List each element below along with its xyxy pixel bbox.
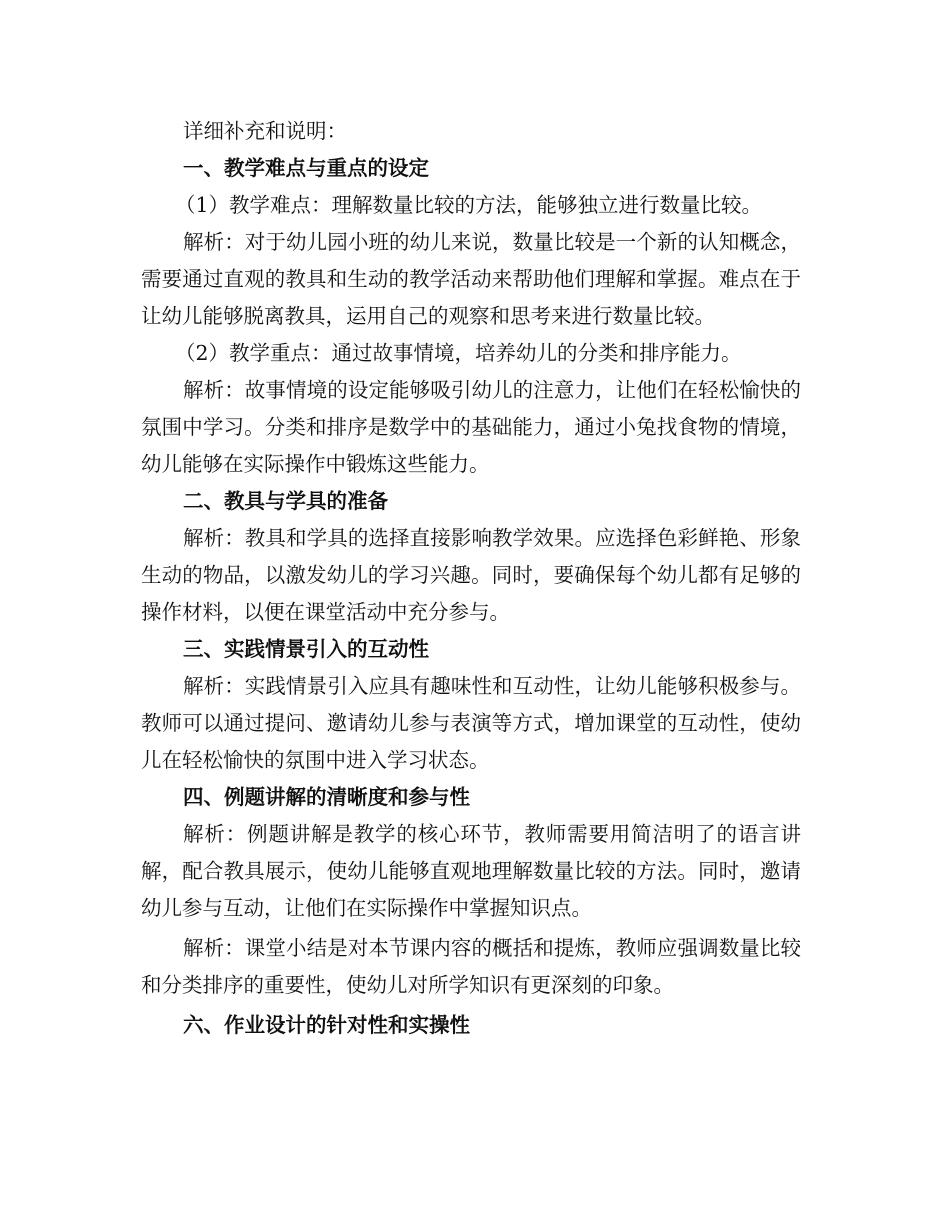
section-heading-4: 四、例题讲解的清晰度和参与性 xyxy=(183,785,470,809)
difficulty-point: （1）教学难点：理解数量比较的方法，能够独立进行数量比较。 xyxy=(175,193,763,217)
section-heading-6: 六、作业设计的针对性和实操性 xyxy=(183,1013,470,1037)
key-point: （2）教学重点：通过故事情境，培养幼儿的分类和排序能力。 xyxy=(175,341,742,365)
intro-line: 详细补充和说明： xyxy=(183,119,347,143)
analysis-paragraph: 解析：故事情境的设定能够吸引幼儿的注意力，让他们在轻松愉快的氛围中学习。分类和排序是数学中的基础能力，通过小兔找食物的情境，幼儿能够在实际操作中锻炼这些能力。 xyxy=(141,378,801,476)
analysis-paragraph: 解析：教具和学具的选择直接影响教学效果。应选择色彩鲜艳、形象生动的物品，以激发幼儿的学习兴趣。同时，要确保每个幼儿都有足够的操作材料，以便在课堂活动中充分参与。 xyxy=(141,526,801,624)
analysis-paragraph: 解析：课堂小结是对本节课内容的概括和提炼，教师应强调数量比较和分类排序的重要性，使幼儿对所学知识有更深刻的印象。 xyxy=(141,936,801,997)
analysis-paragraph: 解析：对于幼儿园小班的幼儿来说，数量比较是一个新的认知概念，需要通过直观的教具和生动的教学活动来帮助他们理解和掌握。难点在于让幼儿能够脱离教具，运用自己的观察和思考来进行数量比较。 xyxy=(141,230,801,328)
section-heading-1: 一、教学难点与重点的设定 xyxy=(183,156,429,180)
document-body xyxy=(141,113,801,1044)
analysis-paragraph: 解析：实践情景引入应具有趣味性和互动性，让幼儿能够积极参与。教师可以通过提问、邀请幼儿参与表演等方式，增加课堂的互动性，使幼儿在轻松愉快的氛围中进入学习状态。 xyxy=(141,674,801,772)
section-heading-2: 二、教具与学具的准备 xyxy=(183,489,388,513)
section-heading-3: 三、实践情景引入的互动性 xyxy=(183,637,429,661)
analysis-paragraph: 解析：例题讲解是教学的核心环节，教师需要用简洁明了的语言讲解，配合教具展示，使幼儿能够直观地理解数量比较的方法。同时，邀请幼儿参与互动，让他们在实际操作中掌握知识点。 xyxy=(141,822,801,920)
